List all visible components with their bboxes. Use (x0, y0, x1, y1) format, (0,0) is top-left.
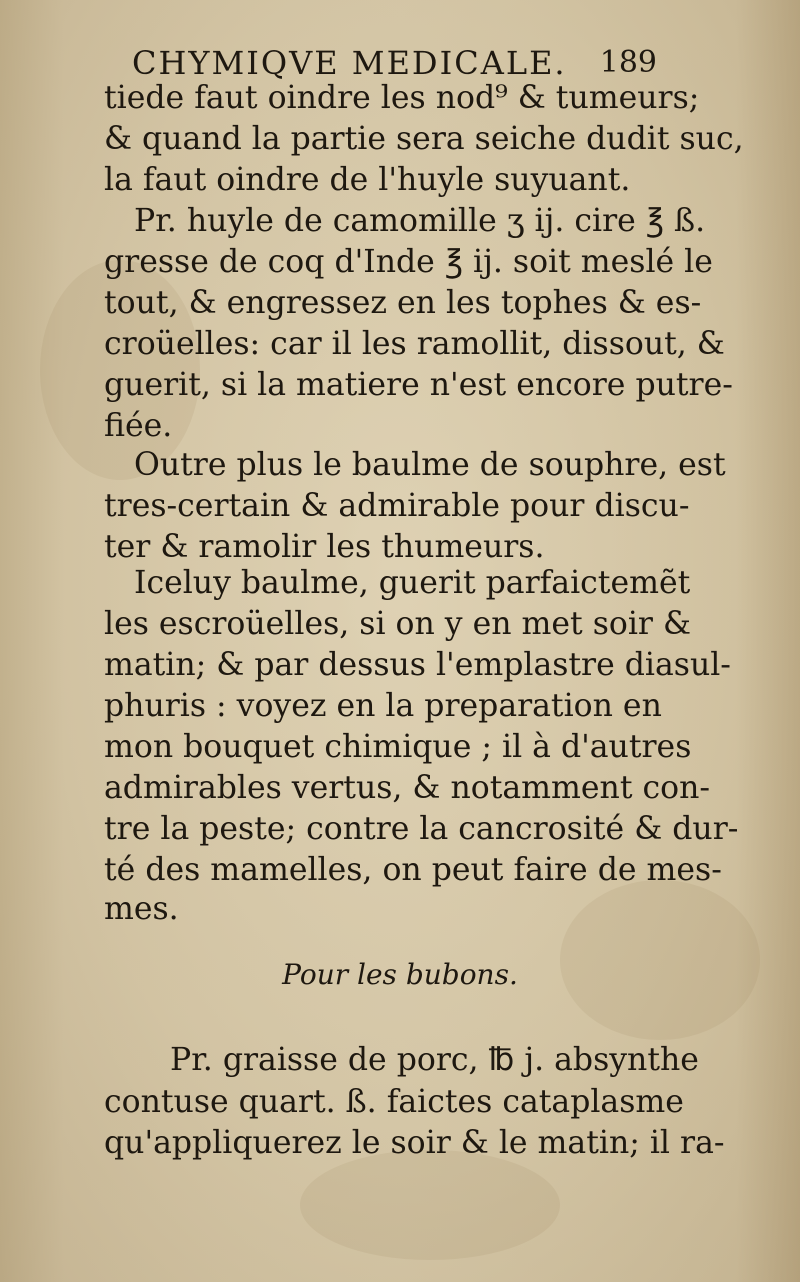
text-line: té des mamelles, on peut faire de mes- (104, 852, 722, 888)
page-number: 189 (599, 45, 657, 80)
text-line: guerit, si la matiere n'est encore putre- (104, 367, 733, 403)
text-line: ter & ramolir les thumeurs. (104, 529, 545, 565)
text-line: qu'appliquerez le soir & le matin; il ra- (104, 1125, 725, 1161)
text-line: phuris : voyez en la preparation en (104, 688, 662, 724)
text-line: croüelles: car il les ramollit, dissout, & (104, 326, 725, 362)
text-line: mes. (104, 891, 179, 927)
text-line: mon bouquet chimique ; il à d'autres (104, 729, 692, 765)
text-line: & quand la partie sera seiche dudit suc, (104, 121, 744, 157)
text-line: fiée. (104, 408, 173, 444)
text-line: gresse de coq d'Inde ℥ ij. soit meslé le (104, 244, 713, 280)
text-line: les escroüelles, si on y en met soir & (104, 606, 692, 642)
text-line: tre la peste; contre la cancrosité & dur- (104, 811, 739, 847)
text-line: tout, & engressez en les tophes & es- (104, 285, 702, 321)
text-line: matin; & par dessus l'emplastre diasul- (104, 647, 731, 683)
text-line: tiede faut oindre les nod⁹ & tumeurs; (104, 80, 700, 116)
text-line: Outre plus le baulme de souphre, est (134, 447, 726, 483)
text-line: contuse quart. ß. faictes cataplasme (104, 1084, 684, 1120)
text-line: Pr. graisse de porc, ℔ j. absynthe (170, 1042, 699, 1078)
section-heading: Pour les bubons. (282, 958, 518, 991)
text-line: la faut oindre de l'huyle suyuant. (104, 162, 631, 198)
text-line: Pr. huyle de camomille ʒ ij. cire ℥ ß. (134, 203, 706, 239)
paper-stain (300, 1150, 560, 1260)
running-title: CHYMIQVE MEDICALE. (132, 44, 567, 82)
text-line: Iceluy baulme, guerit parfaictemẽt (134, 565, 691, 601)
text-line: tres-certain & admirable pour discu- (104, 488, 690, 524)
text-line: admirables vertus, & notamment con- (104, 770, 711, 806)
